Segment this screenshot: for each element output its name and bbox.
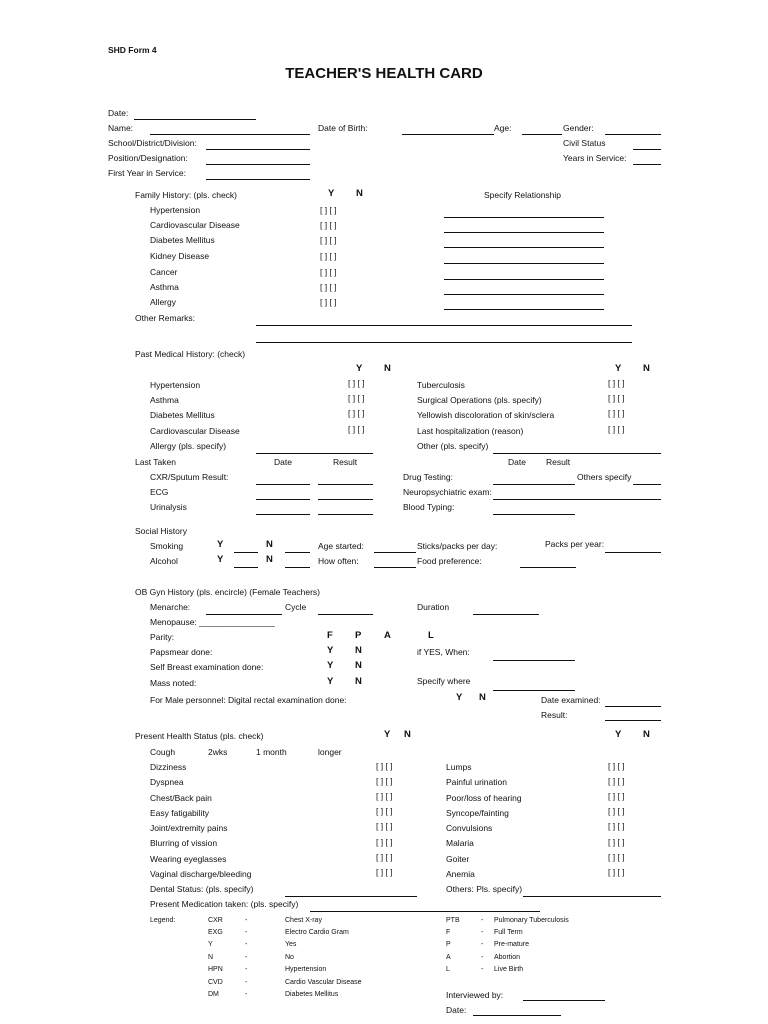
present-checkbox[interactable]: [ ] [ ]: [608, 821, 625, 831]
cough-longer[interactable]: longer: [318, 747, 342, 757]
male-exam-y[interactable]: Y: [456, 692, 463, 703]
legend-desc: Live Birth: [494, 966, 524, 973]
family-item: Cancer: [150, 267, 178, 277]
legend-desc: Chest X-ray: [285, 917, 322, 924]
present-item: Lumps: [446, 762, 472, 772]
relationship-field[interactable]: [444, 217, 604, 218]
present-item: Chest/Back pain: [150, 793, 212, 803]
present-item: Vaginal discharge/bleeding: [150, 869, 252, 879]
if-yes-label: if YES, When:: [417, 647, 470, 657]
date-examined-field[interactable]: [605, 706, 661, 707]
result-field[interactable]: [605, 720, 661, 721]
others-label: Others: Pls. specify): [446, 884, 523, 894]
menarche-label: Menarche:: [150, 602, 191, 612]
legend-desc: Yes: [285, 941, 297, 948]
school-field[interactable]: [206, 149, 310, 150]
mass-noted-n[interactable]: N: [355, 676, 362, 687]
legend-dash: -: [245, 966, 248, 973]
medication-field[interactable]: [310, 911, 540, 912]
present-item: Easy fatigability: [150, 808, 210, 818]
relationship-field[interactable]: [444, 247, 604, 248]
present-checkbox[interactable]: [ ] [ ]: [376, 806, 393, 816]
present-checkbox[interactable]: [ ] [ ]: [608, 791, 625, 801]
smoking-n[interactable]: N: [266, 539, 273, 550]
packs-field[interactable]: [605, 552, 661, 553]
legend-dash: -: [481, 929, 484, 936]
legend-desc: Pre-mature: [494, 941, 530, 948]
past-checkbox[interactable]: [ ] [ ]: [608, 408, 625, 418]
years-service-field[interactable]: [633, 164, 661, 165]
blood-typing-label: Blood Typing:: [403, 502, 455, 512]
others-specify-field[interactable]: [633, 484, 661, 485]
menopause-label: Menopause: ________________: [150, 617, 275, 627]
dob-label: Date of Birth:: [318, 123, 368, 133]
name-label: Name:: [108, 123, 134, 133]
gender-label: Gender:: [563, 123, 594, 133]
urinalysis-label: Urinalysis: [150, 502, 187, 512]
position-label: Position/Designation:: [108, 153, 188, 163]
cycle-field[interactable]: [318, 614, 373, 615]
past-item: Last hospitalization (reason): [417, 426, 524, 436]
cxr-date-field[interactable]: [256, 484, 310, 485]
relationship-field[interactable]: [444, 232, 604, 233]
present-checkbox[interactable]: [ ] [ ]: [376, 791, 393, 801]
family-item: Kidney Disease: [150, 251, 210, 261]
legend-code: N: [208, 954, 214, 961]
dental-status-label: Dental Status: (pls. specify): [150, 884, 254, 894]
legend-code: EXG: [208, 929, 223, 936]
family-checkbox[interactable]: [ ] [ ]: [320, 251, 337, 261]
blood-typing-field[interactable]: [493, 514, 575, 515]
ecg-result-field[interactable]: [318, 499, 373, 500]
past-item: Surgical Operations (pls. specify): [417, 395, 542, 405]
legend-desc: Diabetes Mellitus: [285, 991, 339, 998]
alcohol-n-field[interactable]: [285, 567, 310, 568]
present-status-heading: Present Health Status (pls. check): [135, 731, 264, 741]
date-col-header: Date: [274, 457, 292, 467]
present-item: Convulsions: [446, 823, 493, 833]
past-item: Tuberculosis: [417, 380, 465, 390]
past-item: Diabetes Mellitus: [150, 410, 215, 420]
present-item: Syncope/fainting: [446, 808, 509, 818]
present-item: Dyspnea: [150, 777, 184, 787]
legend-dash: -: [245, 991, 248, 998]
present-checkbox[interactable]: [ ] [ ]: [376, 761, 393, 771]
legend-desc: No: [285, 954, 294, 961]
past-item: Yellowish discoloration of skin/sclera: [417, 410, 555, 420]
civil-status-field[interactable]: [633, 149, 661, 150]
other-label: Other (pls. specify): [417, 441, 489, 451]
medication-label: Present Medication taken: (pls. specify): [150, 899, 299, 909]
legend-dash: -: [481, 954, 484, 961]
present-checkbox[interactable]: [ ] [ ]: [376, 852, 393, 862]
legend-desc: Abortion: [494, 954, 521, 961]
allergy-field[interactable]: [256, 453, 373, 454]
gender-field[interactable]: [605, 134, 661, 135]
legend-desc: Full Term: [494, 929, 523, 936]
legend-dash: -: [245, 929, 248, 936]
legend-desc: Cardio Vascular Disease: [285, 979, 362, 986]
alcohol-y-field[interactable]: [234, 567, 258, 568]
how-often-label: How often:: [318, 556, 359, 566]
legend-dash: -: [245, 954, 248, 961]
past-checkbox[interactable]: [ ] [ ]: [608, 378, 625, 388]
present-item: Dizziness: [150, 762, 187, 772]
page-title: TEACHER'S HEALTH CARD: [285, 65, 483, 82]
present-y-header-right: Y: [615, 729, 622, 740]
legend-code: DM: [208, 991, 219, 998]
drug-testing-label: Drug Testing:: [403, 472, 453, 482]
past-n-header-right: N: [643, 363, 650, 374]
others-field[interactable]: [523, 896, 661, 897]
sticks-label: Sticks/packs per day:: [417, 541, 498, 551]
present-checkbox[interactable]: [ ] [ ]: [376, 837, 393, 847]
cough-label: Cough: [150, 747, 176, 757]
specify-where-field[interactable]: [493, 690, 575, 691]
signoff-date-field[interactable]: [473, 1015, 561, 1016]
social-history-heading: Social History: [135, 526, 187, 536]
present-checkbox[interactable]: [ ] [ ]: [608, 776, 625, 786]
legend-code: CVD: [208, 979, 223, 986]
result-col-header-right: Result: [546, 457, 571, 467]
dental-status-field[interactable]: [285, 896, 417, 897]
present-item: Poor/loss of hearing: [446, 793, 522, 803]
smoking-y-field[interactable]: [234, 552, 258, 553]
cxr-label: CXR/Sputum Result:: [150, 472, 229, 482]
other-remarks-field-2[interactable]: [256, 342, 632, 343]
date-field[interactable]: [134, 119, 256, 120]
legend-dash: -: [245, 941, 248, 948]
family-checkbox[interactable]: [ ] [ ]: [320, 282, 337, 292]
present-checkbox[interactable]: [ ] [ ]: [608, 852, 625, 862]
legend-code: CXR: [208, 917, 223, 924]
breast-exam-n[interactable]: N: [355, 660, 362, 671]
other-field[interactable]: [493, 453, 661, 454]
family-checkbox[interactable]: [ ] [ ]: [320, 220, 337, 230]
parity-l[interactable]: L: [428, 630, 434, 641]
specify-where-label: Specify where: [417, 676, 471, 686]
signoff-date-label: Date:: [446, 1005, 467, 1015]
legend-desc: Pulmonary Tuberculosis: [494, 917, 569, 924]
past-item: Cardiovascular Disease: [150, 426, 240, 436]
other-remarks-label: Other Remarks:: [135, 313, 195, 323]
family-item: Allergy: [150, 297, 176, 307]
family-item: Diabetes Mellitus: [150, 235, 215, 245]
other-remarks-field[interactable]: [256, 325, 632, 326]
family-history-heading: Family History: (pls. check): [135, 190, 238, 200]
relationship-field[interactable]: [444, 309, 604, 310]
present-checkbox[interactable]: [ ] [ ]: [376, 776, 393, 786]
family-item: Asthma: [150, 282, 179, 292]
breast-exam-label: Self Breast examination done:: [150, 662, 264, 672]
food-preference-label: Food preference:: [417, 556, 482, 566]
past-checkbox[interactable]: [ ] [ ]: [608, 393, 625, 403]
food-preference-field[interactable]: [520, 567, 576, 568]
legend-code: F: [446, 929, 451, 936]
family-item: Hypertension: [150, 205, 201, 215]
result-col-header: Result: [333, 457, 358, 467]
duration-field[interactable]: [473, 614, 539, 615]
legend-code: L: [446, 966, 450, 973]
present-checkbox[interactable]: [ ] [ ]: [608, 867, 625, 877]
legend-dash: -: [245, 917, 248, 924]
age-field[interactable]: [522, 134, 562, 135]
form-code: SHD Form 4: [108, 45, 157, 55]
legend-code: PTB: [446, 917, 460, 924]
packs-label: Packs per year:: [545, 539, 605, 549]
urinalysis-result-field[interactable]: [318, 514, 373, 515]
past-item: Asthma: [150, 395, 179, 405]
name-field[interactable]: [150, 134, 310, 135]
neuro-field[interactable]: [493, 499, 661, 500]
alcohol-n[interactable]: N: [266, 554, 273, 565]
relationship-field[interactable]: [444, 279, 604, 280]
others-specify-label: Others specify: [577, 472, 632, 482]
date-examined-label: Date examined:: [541, 695, 601, 705]
age-started-field[interactable]: [374, 552, 416, 553]
mass-noted-label: Mass noted:: [150, 678, 197, 688]
past-checkbox[interactable]: [ ] [ ]: [348, 393, 365, 403]
cxr-result-field[interactable]: [318, 484, 373, 485]
legend-label: Legend:: [150, 917, 176, 924]
present-checkbox[interactable]: [ ] [ ]: [608, 761, 625, 771]
present-item: Wearing eyeglasses: [150, 854, 227, 864]
urinalysis-date-field[interactable]: [256, 514, 310, 515]
date-col-header-right: Date: [508, 457, 526, 467]
present-item: Anemia: [446, 869, 475, 879]
cough-1month[interactable]: 1 month: [256, 747, 287, 757]
dob-field[interactable]: [402, 134, 494, 135]
family-checkbox[interactable]: [ ] [ ]: [320, 235, 337, 245]
legend-code: Y: [208, 941, 213, 948]
result-label: Result:: [541, 710, 568, 720]
parity-f[interactable]: F: [327, 630, 333, 641]
legend-dash: -: [245, 979, 248, 986]
legend-desc: Electro Cardio Gram: [285, 929, 349, 936]
civil-status-label: Civil Status: [563, 138, 606, 148]
years-service-label: Years in Service:: [563, 153, 627, 163]
present-checkbox[interactable]: [ ] [ ]: [376, 867, 393, 877]
drug-testing-field[interactable]: [493, 484, 575, 485]
present-y-header: Y: [384, 729, 391, 740]
ob-history-heading: OB Gyn History (pls. encircle) (Female Teachers): [135, 587, 321, 597]
male-exam-label: For Male personnel: Digital rectal examination done:: [150, 695, 347, 705]
legend-code: A: [446, 954, 451, 961]
cough-2wks[interactable]: 2wks: [208, 747, 228, 757]
family-checkbox[interactable]: [ ] [ ]: [320, 297, 337, 307]
present-n-header-right: N: [643, 729, 650, 740]
family-item: Cardiovascular Disease: [150, 220, 240, 230]
allergy-label: Allergy (pls. specify): [150, 441, 227, 451]
alcohol-label: Alcohol: [150, 556, 178, 566]
present-item: Joint/extremity pains: [150, 823, 228, 833]
age-label: Age:: [494, 123, 512, 133]
present-item: Goiter: [446, 854, 470, 864]
first-year-field[interactable]: [206, 179, 310, 180]
legend-dash: -: [481, 941, 484, 948]
alcohol-y[interactable]: Y: [217, 554, 224, 565]
age-started-label: Age started:: [318, 541, 364, 551]
past-history-heading: Past Medical History: (check): [135, 349, 246, 359]
smoking-y[interactable]: Y: [217, 539, 224, 550]
male-exam-n[interactable]: N: [479, 692, 486, 703]
smoking-n-field[interactable]: [285, 552, 310, 553]
interviewed-by-label: Interviewed by:: [446, 990, 504, 1000]
family-checkbox[interactable]: [ ] [ ]: [320, 205, 337, 215]
school-label: School/District/Division:: [108, 138, 197, 148]
present-n-header: N: [404, 729, 411, 740]
legend-code: HPN: [208, 966, 223, 973]
relationship-field[interactable]: [444, 294, 604, 295]
how-often-field[interactable]: [374, 567, 416, 568]
past-y-header-right: Y: [615, 363, 622, 374]
legend-code: P: [446, 941, 451, 948]
present-checkbox[interactable]: [ ] [ ]: [608, 806, 625, 816]
breast-exam-y[interactable]: Y: [327, 660, 334, 671]
family-checkbox[interactable]: [ ] [ ]: [320, 267, 337, 277]
interviewed-by-field[interactable]: [523, 1000, 605, 1001]
family-y-header: Y: [328, 188, 335, 199]
past-item: Hypertension: [150, 380, 201, 390]
family-n-header: N: [356, 188, 363, 199]
parity-p[interactable]: P: [355, 630, 362, 641]
parity-a[interactable]: A: [384, 630, 391, 641]
legend-dash: -: [481, 917, 484, 924]
specify-relationship-header: Specify Relationship: [484, 190, 562, 200]
papsmear-label: Papsmear done:: [150, 647, 213, 657]
present-checkbox[interactable]: [ ] [ ]: [608, 837, 625, 847]
papsmear-n[interactable]: N: [355, 645, 362, 656]
mass-noted-y[interactable]: Y: [327, 676, 334, 687]
ecg-label: ECG: [150, 487, 169, 497]
legend-desc: Hypertension: [285, 966, 327, 973]
if-yes-field[interactable]: [493, 660, 575, 661]
past-checkbox[interactable]: [ ] [ ]: [608, 424, 625, 434]
present-item: Painful urination: [446, 777, 507, 787]
past-n-header: N: [384, 363, 391, 374]
relationship-field[interactable]: [444, 263, 604, 264]
present-item: Blurring of vission: [150, 838, 218, 848]
parity-label: Parity:: [150, 632, 175, 642]
past-checkbox[interactable]: [ ] [ ]: [348, 424, 365, 434]
smoking-label: Smoking: [150, 541, 184, 551]
past-checkbox[interactable]: [ ] [ ]: [348, 378, 365, 388]
ecg-date-field[interactable]: [256, 499, 310, 500]
duration-label: Duration: [417, 602, 450, 612]
last-taken-label: Last Taken: [135, 457, 176, 467]
past-y-header: Y: [356, 363, 363, 374]
menarche-field[interactable]: [206, 614, 282, 615]
past-checkbox[interactable]: [ ] [ ]: [348, 408, 365, 418]
cycle-label: Cycle: [285, 602, 307, 612]
date-label: Date:: [108, 108, 129, 118]
present-checkbox[interactable]: [ ] [ ]: [376, 821, 393, 831]
first-year-label: First Year in Service:: [108, 168, 186, 178]
papsmear-y[interactable]: Y: [327, 645, 334, 656]
legend-dash: -: [481, 966, 484, 973]
position-field[interactable]: [206, 164, 310, 165]
neuro-label: Neuropsychiatric exam:: [403, 487, 492, 497]
present-item: Malaria: [446, 838, 474, 848]
